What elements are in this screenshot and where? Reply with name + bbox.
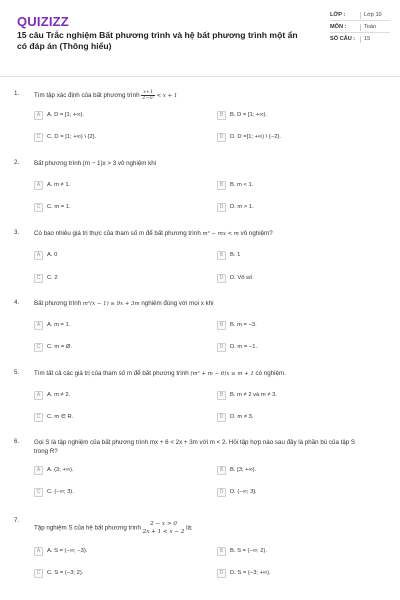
option-letter-box: A: [34, 547, 43, 556]
option-text: A. (3; +∞).: [47, 467, 74, 473]
option-letter-box: C: [34, 569, 43, 578]
option-text: A. m ≠ 1.: [47, 182, 71, 188]
option-d[interactable]: [217, 568, 271, 578]
option-b[interactable]: [217, 180, 253, 190]
option-text: C. m = 1.: [47, 204, 71, 210]
question-text: [34, 229, 364, 239]
option-text: A. m = 1.: [47, 322, 71, 328]
option-letter-box: C: [34, 133, 43, 142]
option-text: B. m ≠ 2 và m ≠ 3.: [230, 392, 277, 398]
option-letter-box: A: [34, 321, 43, 330]
question-text-part: là:: [184, 524, 193, 532]
option-letter-box: B: [217, 321, 226, 330]
option-letter-box: B: [217, 181, 226, 190]
option-letter-box: C: [34, 274, 43, 283]
fraction-denominator: 2−x²: [142, 96, 154, 101]
option-d[interactable]: [217, 412, 253, 422]
option-text: A. S = (−∞; −3).: [47, 548, 88, 554]
option-text: D. Vô số: [230, 275, 253, 281]
meta-key-count: SỐ CÂU :: [330, 35, 356, 42]
option-b[interactable]: [217, 546, 267, 556]
option-a[interactable]: [34, 546, 87, 556]
option-text: D. S = (−3; +∞).: [230, 570, 271, 576]
option-text: C. S = (−3; 2).: [47, 570, 84, 576]
question-text: [34, 90, 364, 101]
option-text: C. (−∞; 3).: [47, 489, 74, 495]
option-a[interactable]: [34, 250, 57, 260]
option-letter-box: D: [217, 343, 226, 352]
option-text: D. (−∞; 3].: [230, 489, 257, 495]
option-letter-box: B: [217, 251, 226, 260]
option-d[interactable]: [217, 487, 257, 497]
page-header: [0, 0, 400, 80]
question-text-part: có nghiệm.: [253, 370, 286, 377]
question-number: 1.: [14, 90, 20, 97]
equation-system: [143, 520, 185, 536]
option-c[interactable]: [34, 412, 73, 422]
option-letter-box: D: [217, 203, 226, 212]
meta-value-count: 15: [360, 36, 388, 43]
option-d[interactable]: [217, 132, 281, 142]
meta-divider: [330, 20, 390, 21]
question-text-part: Tìm tập xác định của bất phương trình: [34, 92, 142, 100]
question-text-part: Có bao nhiêu giá trị thực của tham số m để bất phương trình: [34, 230, 203, 237]
question-number: 7.: [14, 517, 20, 524]
option-letter-box: D: [217, 133, 226, 142]
option-letter-box: D: [217, 274, 226, 283]
option-c[interactable]: [34, 568, 83, 578]
meta-row-grade: [330, 12, 390, 19]
option-text: B. D = [1; +∞).: [230, 112, 267, 118]
option-b[interactable]: [217, 390, 277, 400]
meta-divider: [330, 32, 390, 33]
question-text: Gọi S là tập nghiệm của bất phương trình mx + 6 < 2x + 3m với m < 2. Hỏi tập hợp nào sau đây là phần bù của tập S trong R?: [34, 439, 356, 455]
option-c[interactable]: [34, 342, 72, 352]
option-d[interactable]: [217, 202, 254, 212]
option-text: C. 2: [47, 275, 58, 281]
question-text-part: vô nghiệm?: [238, 230, 273, 237]
question-text-part: Tìm tất cả các giá trị của tham số m để bất phương trình: [34, 370, 191, 377]
option-text: B. 1: [230, 252, 241, 258]
question-number: 3.: [14, 229, 20, 236]
question-number: 4.: [14, 299, 20, 306]
question-number: 2.: [14, 159, 20, 166]
option-b[interactable]: [217, 110, 267, 120]
option-text: C. m ∈ R.: [47, 414, 74, 420]
meta-row-subject: [330, 24, 390, 31]
option-text: B. S = (−∞; 2).: [230, 548, 267, 554]
option-c[interactable]: [34, 132, 96, 142]
meta-key-subject: MÔN :: [330, 23, 347, 30]
option-letter-box: B: [217, 391, 226, 400]
option-text: D. m = −1.: [230, 344, 258, 350]
option-letter-box: C: [34, 343, 43, 352]
option-c[interactable]: [34, 202, 71, 212]
option-text: D. m > 1.: [230, 204, 254, 210]
option-text: B. m = −3.: [230, 322, 257, 328]
option-letter-box: B: [217, 111, 226, 120]
math-expression: < x + 1: [154, 93, 178, 100]
meta-value-grade: Lớp 10: [360, 12, 388, 19]
meta-row-count: [330, 36, 390, 43]
option-a[interactable]: [34, 110, 84, 120]
option-letter-box: A: [34, 111, 43, 120]
option-letter-box: D: [217, 569, 226, 578]
option-b[interactable]: [217, 320, 257, 330]
document-title: 15 câu Trắc nghiệm Bất phương trình và hệ bất phương trình một ẩn có đáp án (Thông hiểu): [17, 30, 298, 51]
option-text: D. m ≠ 3.: [230, 414, 254, 420]
question-text-part: nghiệm đúng với mọi x khi: [139, 300, 214, 307]
option-letter-box: D: [217, 488, 226, 497]
option-letter-box: B: [217, 547, 226, 556]
option-letter-box: A: [34, 391, 43, 400]
meta-key-grade: LỚP :: [330, 12, 346, 18]
quizizz-logo: QUIZIZZ: [17, 14, 69, 29]
system-line-2: 2x + 1 < x − 2: [142, 529, 185, 535]
option-letter-box: C: [34, 413, 43, 422]
option-letter-box: C: [34, 203, 43, 212]
option-d[interactable]: [217, 342, 257, 352]
math-expression: m²(x − 1) ≥ 9x + 3m: [82, 301, 140, 307]
option-b[interactable]: [217, 250, 240, 260]
option-letter-box: A: [34, 181, 43, 190]
option-letter-box: A: [34, 466, 43, 475]
option-a[interactable]: [34, 465, 74, 475]
option-c[interactable]: [34, 487, 74, 497]
meta-value-subject: Toán: [360, 24, 388, 31]
question-text: Bất phương trình (m − 1)x > 3 vô nghiệm khi: [34, 160, 157, 167]
math-expression: (m² + m − 6)x ≥ m + 1: [190, 371, 254, 377]
option-text: A. 0: [47, 252, 58, 258]
option-a[interactable]: [34, 390, 70, 400]
option-text: C. D = [1; +∞) \ {2}.: [47, 134, 97, 140]
fraction-numerator: x+1: [143, 90, 153, 95]
option-b[interactable]: [217, 465, 256, 475]
question-number: 5.: [14, 369, 20, 376]
question-text: [34, 369, 364, 379]
option-text: D. D =[1; +∞) \ {−2}.: [230, 134, 282, 140]
meta-panel: [330, 12, 390, 43]
option-letter-box: A: [34, 251, 43, 260]
system-line-1: 2 − x > 0: [150, 521, 177, 527]
option-text: A. D = [1; +∞).: [47, 112, 84, 118]
math-expression: m² − mx < m: [202, 231, 239, 237]
option-a[interactable]: [34, 180, 70, 190]
option-text: B. [3; +∞).: [230, 467, 257, 473]
option-d[interactable]: [217, 273, 252, 283]
question-text-part: Tập nghiệm S của hệ bất phương trình: [34, 524, 143, 532]
option-letter-box: B: [217, 466, 226, 475]
option-text: B. m < 1.: [230, 182, 254, 188]
question-text: [34, 520, 364, 536]
header-divider: [0, 76, 400, 77]
option-text: C. m = Ø.: [47, 344, 72, 350]
question-text: [34, 299, 364, 309]
option-text: A. m ≠ 2.: [47, 392, 71, 398]
math-fraction: [141, 90, 155, 101]
option-a[interactable]: [34, 320, 70, 330]
option-letter-box: D: [217, 413, 226, 422]
question-text-part: Bất phương trình: [34, 300, 83, 307]
option-c[interactable]: [34, 273, 58, 283]
option-letter-box: C: [34, 488, 43, 497]
question-number: 6.: [14, 438, 20, 445]
